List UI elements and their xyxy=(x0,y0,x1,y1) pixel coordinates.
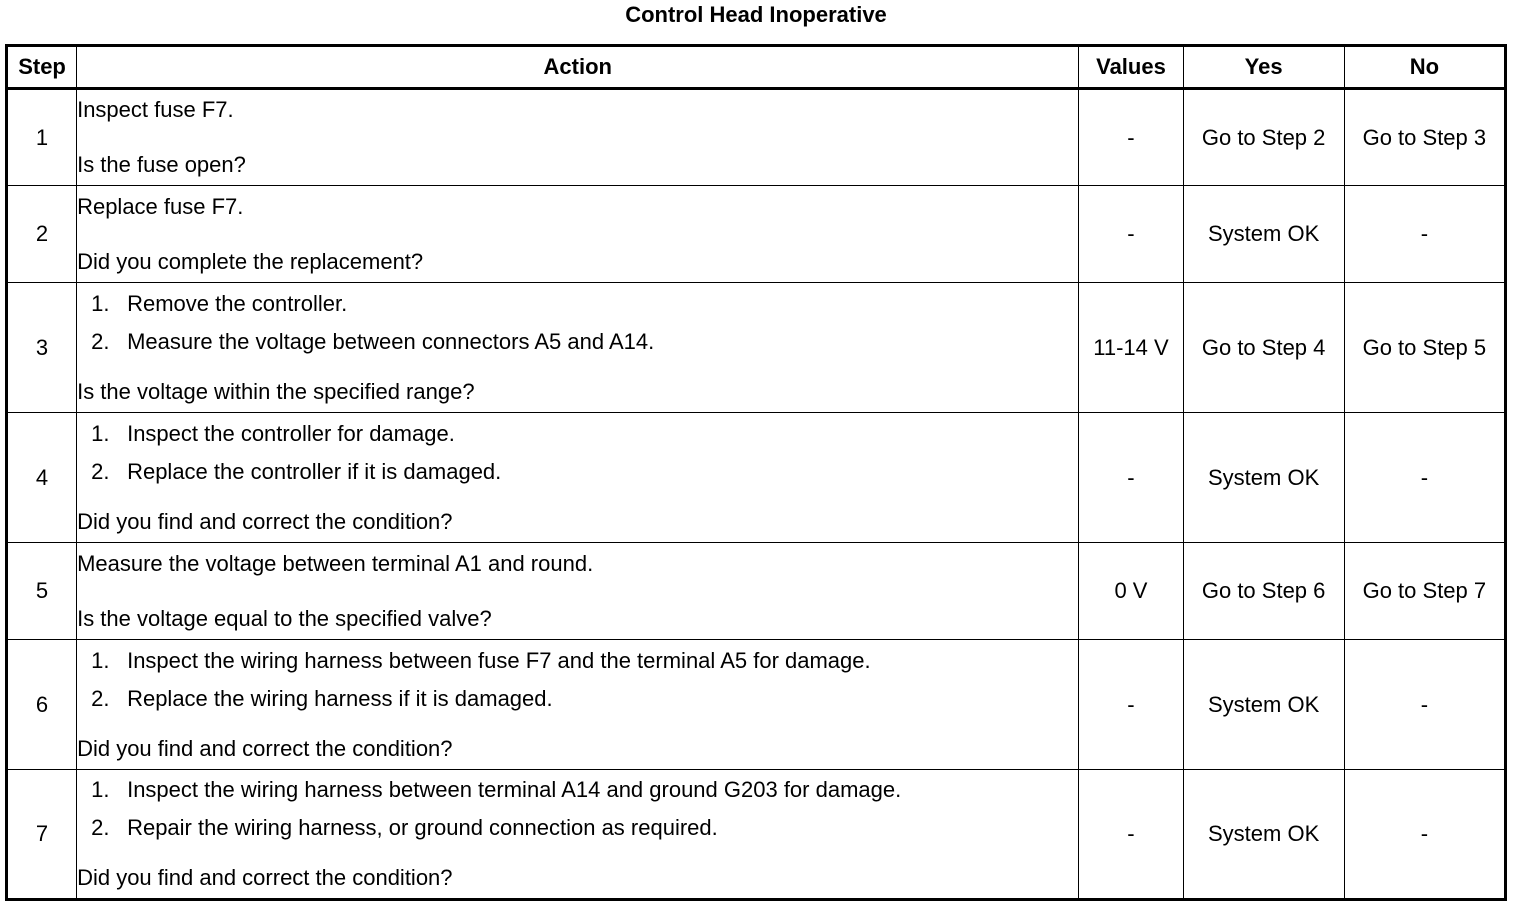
instruction-text: Measure the voltage between terminal A1 and round. xyxy=(77,550,594,576)
list-item xyxy=(91,811,1078,844)
no-cell: - xyxy=(1344,413,1505,543)
list-item xyxy=(91,455,1078,488)
substep-text: Inspect the wiring harness between fuse F7 and the terminal A5 for damage. xyxy=(127,647,871,673)
header-values: Values xyxy=(1079,46,1183,89)
step-number: 1 xyxy=(7,89,77,186)
yes-cell: System OK xyxy=(1183,413,1344,543)
action-cell xyxy=(77,640,1079,770)
header-no: No xyxy=(1344,46,1505,89)
substep-text: Repair the wiring harness, or ground connection as required. xyxy=(127,815,718,840)
list-item xyxy=(91,682,1078,715)
action-cell xyxy=(77,283,1079,413)
values-cell: - xyxy=(1079,640,1183,770)
yes-cell: System OK xyxy=(1183,640,1344,770)
list-item xyxy=(91,290,1078,316)
no-cell: - xyxy=(1344,770,1505,900)
table-row xyxy=(7,89,1506,186)
action-cell xyxy=(77,413,1079,543)
page-title: Control Head Inoperative xyxy=(625,2,887,27)
header-yes: Yes xyxy=(1183,46,1344,89)
step-number: 3 xyxy=(7,283,77,413)
substep-text: Replace the wiring harness if it is damaged. xyxy=(127,685,553,711)
table-row xyxy=(7,283,1506,413)
substep-list xyxy=(77,778,1078,844)
question-text: Did you complete the replacement? xyxy=(77,248,424,274)
no-cell: - xyxy=(1344,186,1505,283)
question-text: Is the voltage within the specified range? xyxy=(77,378,475,404)
values-cell: 11-14 V xyxy=(1079,283,1183,413)
list-item xyxy=(91,325,1078,358)
step-number: 2 xyxy=(7,186,77,283)
question-text: Is the voltage equal to the specified valve? xyxy=(77,605,492,631)
substep-number: 1. xyxy=(91,647,110,673)
instruction-text: Replace fuse F7. xyxy=(77,193,244,219)
table-row xyxy=(7,770,1506,900)
substep-text: Remove the controller. xyxy=(127,290,348,316)
substep-text: Measure the voltage between connectors A5 and A14. xyxy=(127,328,655,354)
values-cell: - xyxy=(1079,413,1183,543)
yes-cell: System OK xyxy=(1183,186,1344,283)
step-number: 4 xyxy=(7,413,77,543)
action-cell xyxy=(77,89,1079,186)
yes-cell: Go to Step 2 xyxy=(1183,89,1344,186)
substep-number: 2. xyxy=(91,328,110,354)
values-cell: - xyxy=(1079,186,1183,283)
no-cell: Go to Step 3 xyxy=(1344,89,1505,186)
question-text: Did you find and correct the condition? xyxy=(77,865,453,890)
yes-cell: Go to Step 4 xyxy=(1183,283,1344,413)
step-number: 7 xyxy=(7,770,77,900)
yes-cell: Go to Step 6 xyxy=(1183,543,1344,640)
step-number: 5 xyxy=(7,543,77,640)
action-cell xyxy=(77,186,1079,283)
substep-text: Inspect the controller for damage. xyxy=(127,420,455,446)
substep-number: 1. xyxy=(91,420,110,446)
substep-number: 1. xyxy=(91,290,110,316)
substep-number: 2. xyxy=(91,685,110,711)
question-text: Did you find and correct the condition? xyxy=(77,508,453,534)
substep-text: Replace the controller if it is damaged. xyxy=(127,458,502,484)
substep-list xyxy=(77,422,1078,488)
substep-number: 2. xyxy=(91,458,110,484)
question-text: Did you find and correct the condition? xyxy=(77,735,453,761)
substep-number: 1. xyxy=(91,777,110,802)
question-text: Is the fuse open? xyxy=(77,152,246,177)
step-number: 6 xyxy=(7,640,77,770)
values-cell: - xyxy=(1079,770,1183,900)
substep-list xyxy=(77,649,1078,715)
table-row xyxy=(7,543,1506,640)
list-item xyxy=(91,647,1078,673)
header-step: Step xyxy=(7,46,77,89)
substep-number: 2. xyxy=(91,815,110,840)
action-cell xyxy=(77,770,1079,900)
substep-text: Inspect the wiring harness between terminal A14 and ground G203 for damage. xyxy=(127,777,902,802)
substep-list xyxy=(77,292,1078,358)
table-row xyxy=(7,413,1506,543)
instruction-text: Inspect fuse F7. xyxy=(77,97,234,122)
no-cell: Go to Step 7 xyxy=(1344,543,1505,640)
header-row xyxy=(7,46,1506,89)
values-cell: - xyxy=(1079,89,1183,186)
list-item xyxy=(91,777,1078,802)
no-cell: - xyxy=(1344,640,1505,770)
values-cell: 0 V xyxy=(1079,543,1183,640)
action-cell xyxy=(77,543,1079,640)
table-row xyxy=(7,186,1506,283)
diagnostic-table xyxy=(5,44,1507,901)
table-row xyxy=(7,640,1506,770)
yes-cell: System OK xyxy=(1183,770,1344,900)
header-action: Action xyxy=(77,46,1079,89)
list-item xyxy=(91,420,1078,446)
no-cell: Go to Step 5 xyxy=(1344,283,1505,413)
